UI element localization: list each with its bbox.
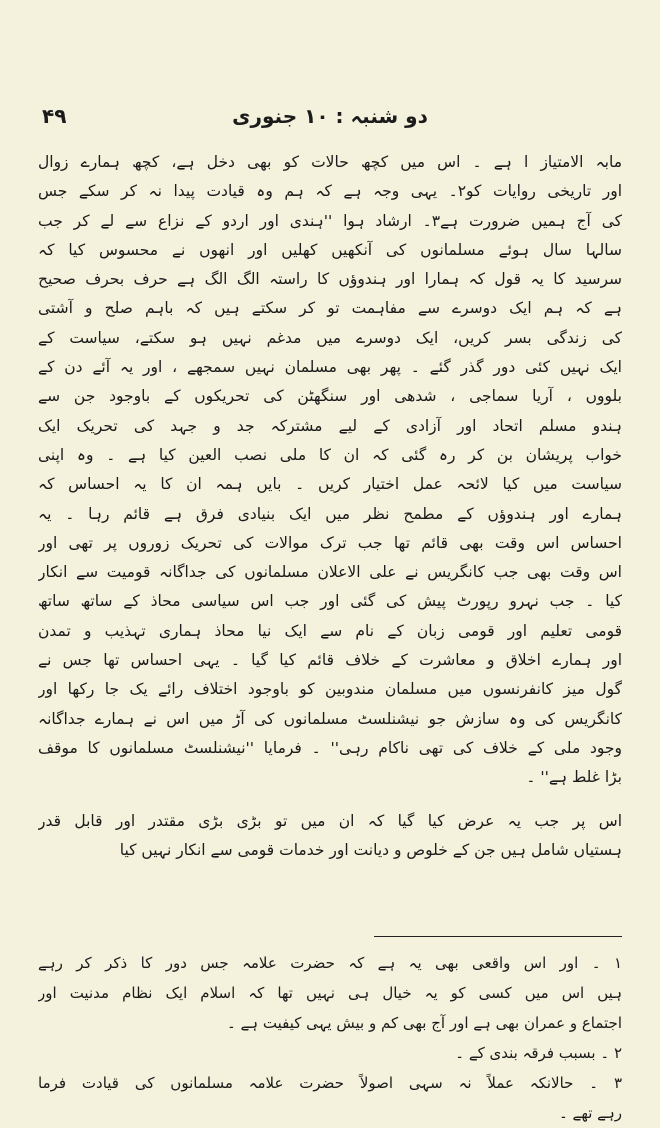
text-line: سالہا سال ہوئے مسلمانوں کی آنکھیں کھلیں اور انھوں نے محسوس کیا کہ <box>38 240 622 259</box>
footnote-line: ہیں اس میں کسی کو یہ خیال ہی نہیں تھا کہ اسلام ایک نظام مدنیت اور <box>38 984 622 1002</box>
text-line: احساس اس وقت بھی قائم تھا جب ترک موالات کی تحریک زوروں پر تھی اور <box>38 533 622 552</box>
footnote-line: اجتماع و عمران بھی ہے اور آج بھی کم و بیش یہی کیفیت ہے ۔ <box>226 1014 622 1032</box>
page-header <box>42 104 618 134</box>
footnote-line: ۲ ۔ بسبب فرقہ بندی کے ۔ <box>455 1044 622 1062</box>
main-text <box>38 148 622 865</box>
text-line: ایک نہیں کئی دور گذر گئے ۔ پھر بھی مسلمان نہیں سمجھے ، اور یہ آئے دن کے <box>38 358 622 377</box>
text-line: سیاست میں کیا لائحہ عمل اختیار کریں ۔ بایں ہمہ ان کا یہ احساس کہ <box>38 475 622 494</box>
text-line: اور ہمارے اخلاق و معاشرت کے خلاف قائم کیا گیا ۔ یہی احساس تھا جس نے <box>38 651 622 670</box>
text-line: کی آج ہمیں ضرورت ہے۳۔ ارشاد ہوا ''ہندی اور اردو کے نزاع سے لے کر جب <box>38 211 622 230</box>
text-line: وجود ملی کے خلاف کی تھی ناکام رہی'' ۔ فرمایا ''نیشنلسٹ مسلمانوں کا موقف <box>38 738 622 757</box>
text-line: ہستیاں شامل ہیں جن کے خلوص و دیانت اور خدمات قومی سے انکار نہیں کیا <box>119 840 622 859</box>
text-line: کی زندگی بسر کریں، ایک دوسرے میں مدغم نہیں ہو سکتے، سیاست کے <box>38 328 622 347</box>
text-line: ہے کہ ہم ایک دوسرے سے مفاہمت تو کر سکتے ہیں کہ باہم صلح و آشتی <box>38 299 622 318</box>
text-line: کانگریس کی وہ سازش جو نیشنلسٹ مسلمانوں کی آڑ میں اس نے ہمارے جداگانہ <box>38 709 622 728</box>
paragraph <box>38 807 622 866</box>
text-line: ہندو مسلم اتحاد اور آزادی کے لیے مشترکہ جد و جہد کی تحریک ایک <box>38 416 622 435</box>
footnotes <box>38 948 622 1128</box>
text-line: سرسید کا یہ قول کہ ہمارا اور ہندوؤں کا راستہ الگ الگ ہے حرف بحرف صحیح <box>38 270 622 289</box>
text-line: اور تاریخی روایات کو۲۔ یہی وجہ ہے کہ ہم وہ قیادت پیدا نہ کر سکے جس <box>38 182 622 201</box>
footnote-line: رہے تھے ۔ <box>558 1104 622 1122</box>
footnote-line: ۱ ۔ اور اس واقعی بھی یہ ہے کہ حضرت علامہ جس دور کا ذکر کر رہے <box>38 954 622 972</box>
page-number: ۴۹ <box>42 104 67 128</box>
footnote-separator <box>374 936 622 937</box>
text-line: بڑا غلط ہے'' ۔ <box>526 768 622 787</box>
text-line: گول میز کانفرنسوں میں مسلمان مندوبین کو باوجود اختلاف رائے یک جا رکھا اور <box>38 680 622 699</box>
text-line: قومی تعلیم اور قومی زبان کے نام سے ایک نیا محاذ ہماری تہذیب و تمدن <box>38 621 622 640</box>
text-line: خواب پریشان بن کر رہ گئی کہ ان کا ملی نصب العین کیا ہے ۔ وہ اپنی <box>38 445 622 464</box>
text-line: اس وقت بھی جب کانگریس نے علی الاعلان مسلمانوں کی جداگانہ قومیت سے انکار <box>38 563 622 582</box>
text-line: کیا ۔ جب نہرو رپورٹ پیش کی گئی اور جب اس سیاسی محاذ کے ساتھ ساتھ <box>38 592 622 611</box>
footnote-line: ۳ ۔ حالانکہ عملاً نہ سہی اصولاً حضرت علامہ مسلمانوں کی قیادت فرما <box>38 1074 622 1092</box>
text-line: بلووں ، آریا سماجی ، شدھی اور سنگھٹن کی تحریکوں کے باوجود جن سے <box>38 387 622 406</box>
page-title: دو شنبہ : ۱۰ جنوری <box>232 104 428 128</box>
text-line: اس پر جب یہ عرض کیا گیا کہ ان میں تو بڑی بڑی مقتدر اور قابل قدر <box>38 811 622 830</box>
text-line: مابہ الامتیاز ا ہے ۔ اس میں کچھ حالات کو بھی دخل ہے، کچھ ہمارے زوال <box>38 153 622 171</box>
text-line: ہمارے اور ہندوؤں کے مطمح نظر میں ایک بنیادی فرق ہے قائم رہا ۔ یہ <box>38 504 622 523</box>
paragraph <box>38 148 622 793</box>
paragraph-gap <box>38 793 622 807</box>
